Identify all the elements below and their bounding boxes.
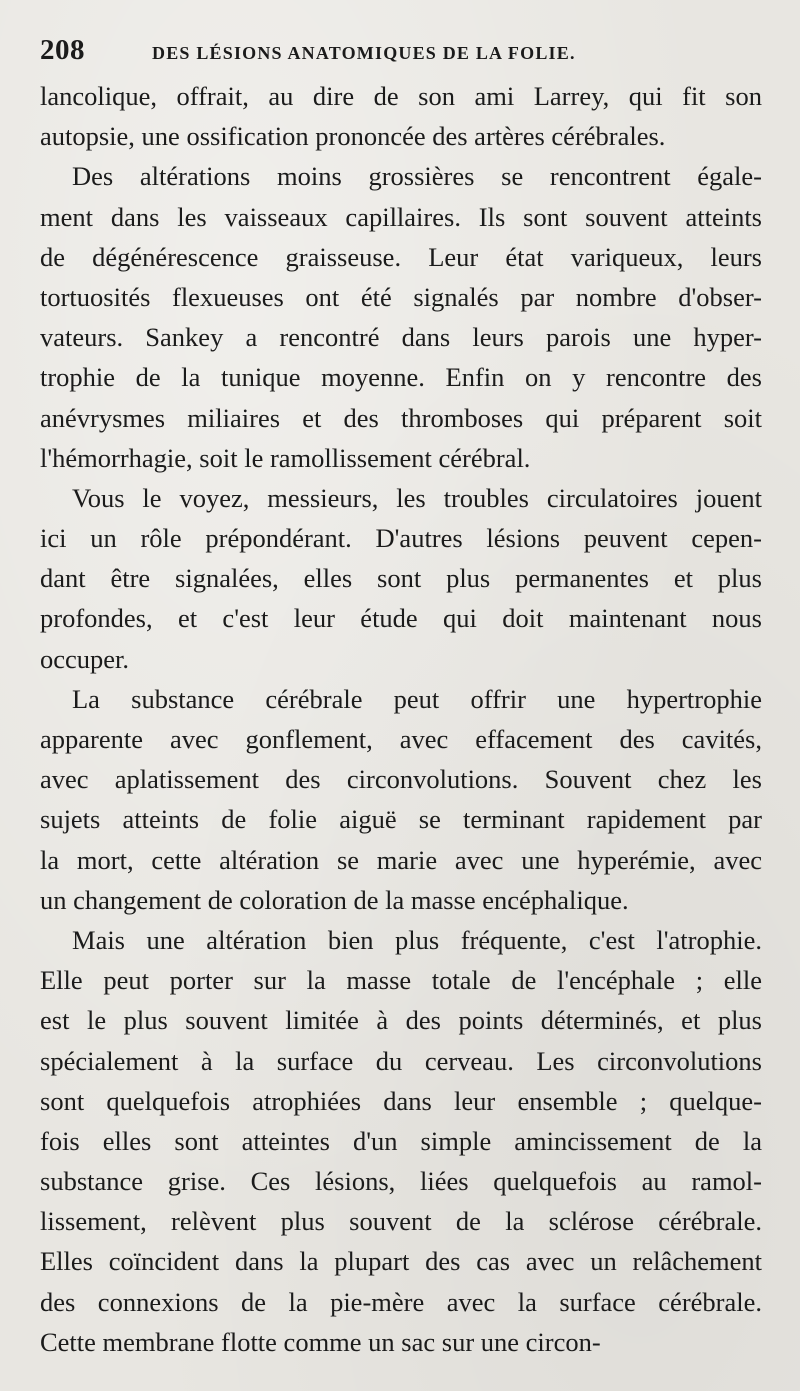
- text-line: anévrysmes miliaires et des thromboses qui préparent soit: [40, 402, 762, 433]
- text-line: lancolique, offrait, au dire de son ami Larrey, qui fit son: [40, 81, 762, 111]
- text-line: sont quelquefois atrophiées dans leur ensemble ; quelque-: [40, 1085, 762, 1116]
- page-number: 208: [40, 34, 85, 66]
- text-line: spécialement à la surface du cerveau. Les circonvolutions: [40, 1045, 762, 1076]
- paragraph: [40, 478, 762, 679]
- text-line: autopsie, une ossification prononcée des artères cérébrales.: [40, 121, 666, 152]
- text-line: sujets atteints de folie aiguë se terminant rapidement par: [40, 804, 762, 835]
- text-line: fois elles sont atteintes d'un simple amincissement de la: [40, 1125, 762, 1156]
- text-line: trophie de la tunique moyenne. Enfin on y rencontre des: [40, 362, 762, 393]
- text-line: Mais une altération bien plus fréquente, c'est l'atrophie.: [72, 924, 762, 955]
- text-line: des connexions de la pie-mère avec la surface cérébrale.: [40, 1286, 762, 1317]
- text-line: dant être signalées, elles sont plus permanentes et plus: [40, 563, 762, 594]
- paragraph: [40, 679, 762, 920]
- text-line: la mort, cette altération se marie avec une hyperémie, avec: [40, 844, 762, 875]
- body-text: [40, 76, 762, 1362]
- text-line: avec aplatissement des circonvolutions. Souvent chez les: [40, 764, 762, 795]
- text-line: Vous le voyez, messieurs, les troubles circulatoires jouent: [72, 482, 762, 513]
- text-line: tortuosités flexueuses ont été signalés par nombre d'obser-: [40, 281, 762, 312]
- paragraph: [40, 156, 762, 478]
- text-line: Elle peut porter sur la masse totale de l'encéphale ; elle: [40, 965, 762, 996]
- text-line: ment dans les vaisseaux capillaires. Ils sont souvent atteints: [40, 201, 762, 232]
- text-line: l'hémorrhagie, soit le ramollissement cérébral.: [40, 442, 531, 473]
- paragraph: [40, 920, 762, 1362]
- running-head: DES LÉSIONS ANATOMIQUES DE LA FOLIE.: [152, 43, 576, 63]
- text-line: est le plus souvent limitée à des points déterminés, et plus: [40, 1005, 762, 1036]
- text-line: Cette membrane flotte comme un sac sur une circon-: [40, 1326, 601, 1357]
- text-line: lissement, relèvent plus souvent de la sclérose cérébrale.: [40, 1206, 762, 1237]
- text-line: vateurs. Sankey a rencontré dans leurs parois une hyper-: [40, 322, 762, 353]
- text-line: ici un rôle prépondérant. D'autres lésions peuvent cepen-: [40, 523, 762, 554]
- text-line: un changement de coloration de la masse encéphalique.: [40, 884, 629, 915]
- text-line: de dégénérescence graisseuse. Leur état variqueux, leurs: [40, 241, 762, 272]
- paragraph: [40, 76, 762, 156]
- page-header: [40, 34, 762, 74]
- text-line: La substance cérébrale peut offrir une hypertrophie: [72, 683, 762, 714]
- text-line: substance grise. Ces lésions, liées quelquefois au ramol-: [40, 1166, 762, 1197]
- text-line: occuper.: [40, 643, 130, 674]
- text-line: Elles coïncident dans la plupart des cas avec un relâchement: [40, 1246, 762, 1277]
- text-line: apparente avec gonflement, avec effacement des cavités,: [40, 724, 762, 754]
- text-line: Des altérations moins grossières se rencontrent égale-: [72, 161, 762, 192]
- text-line: profondes, et c'est leur étude qui doit maintenant nous: [40, 603, 762, 634]
